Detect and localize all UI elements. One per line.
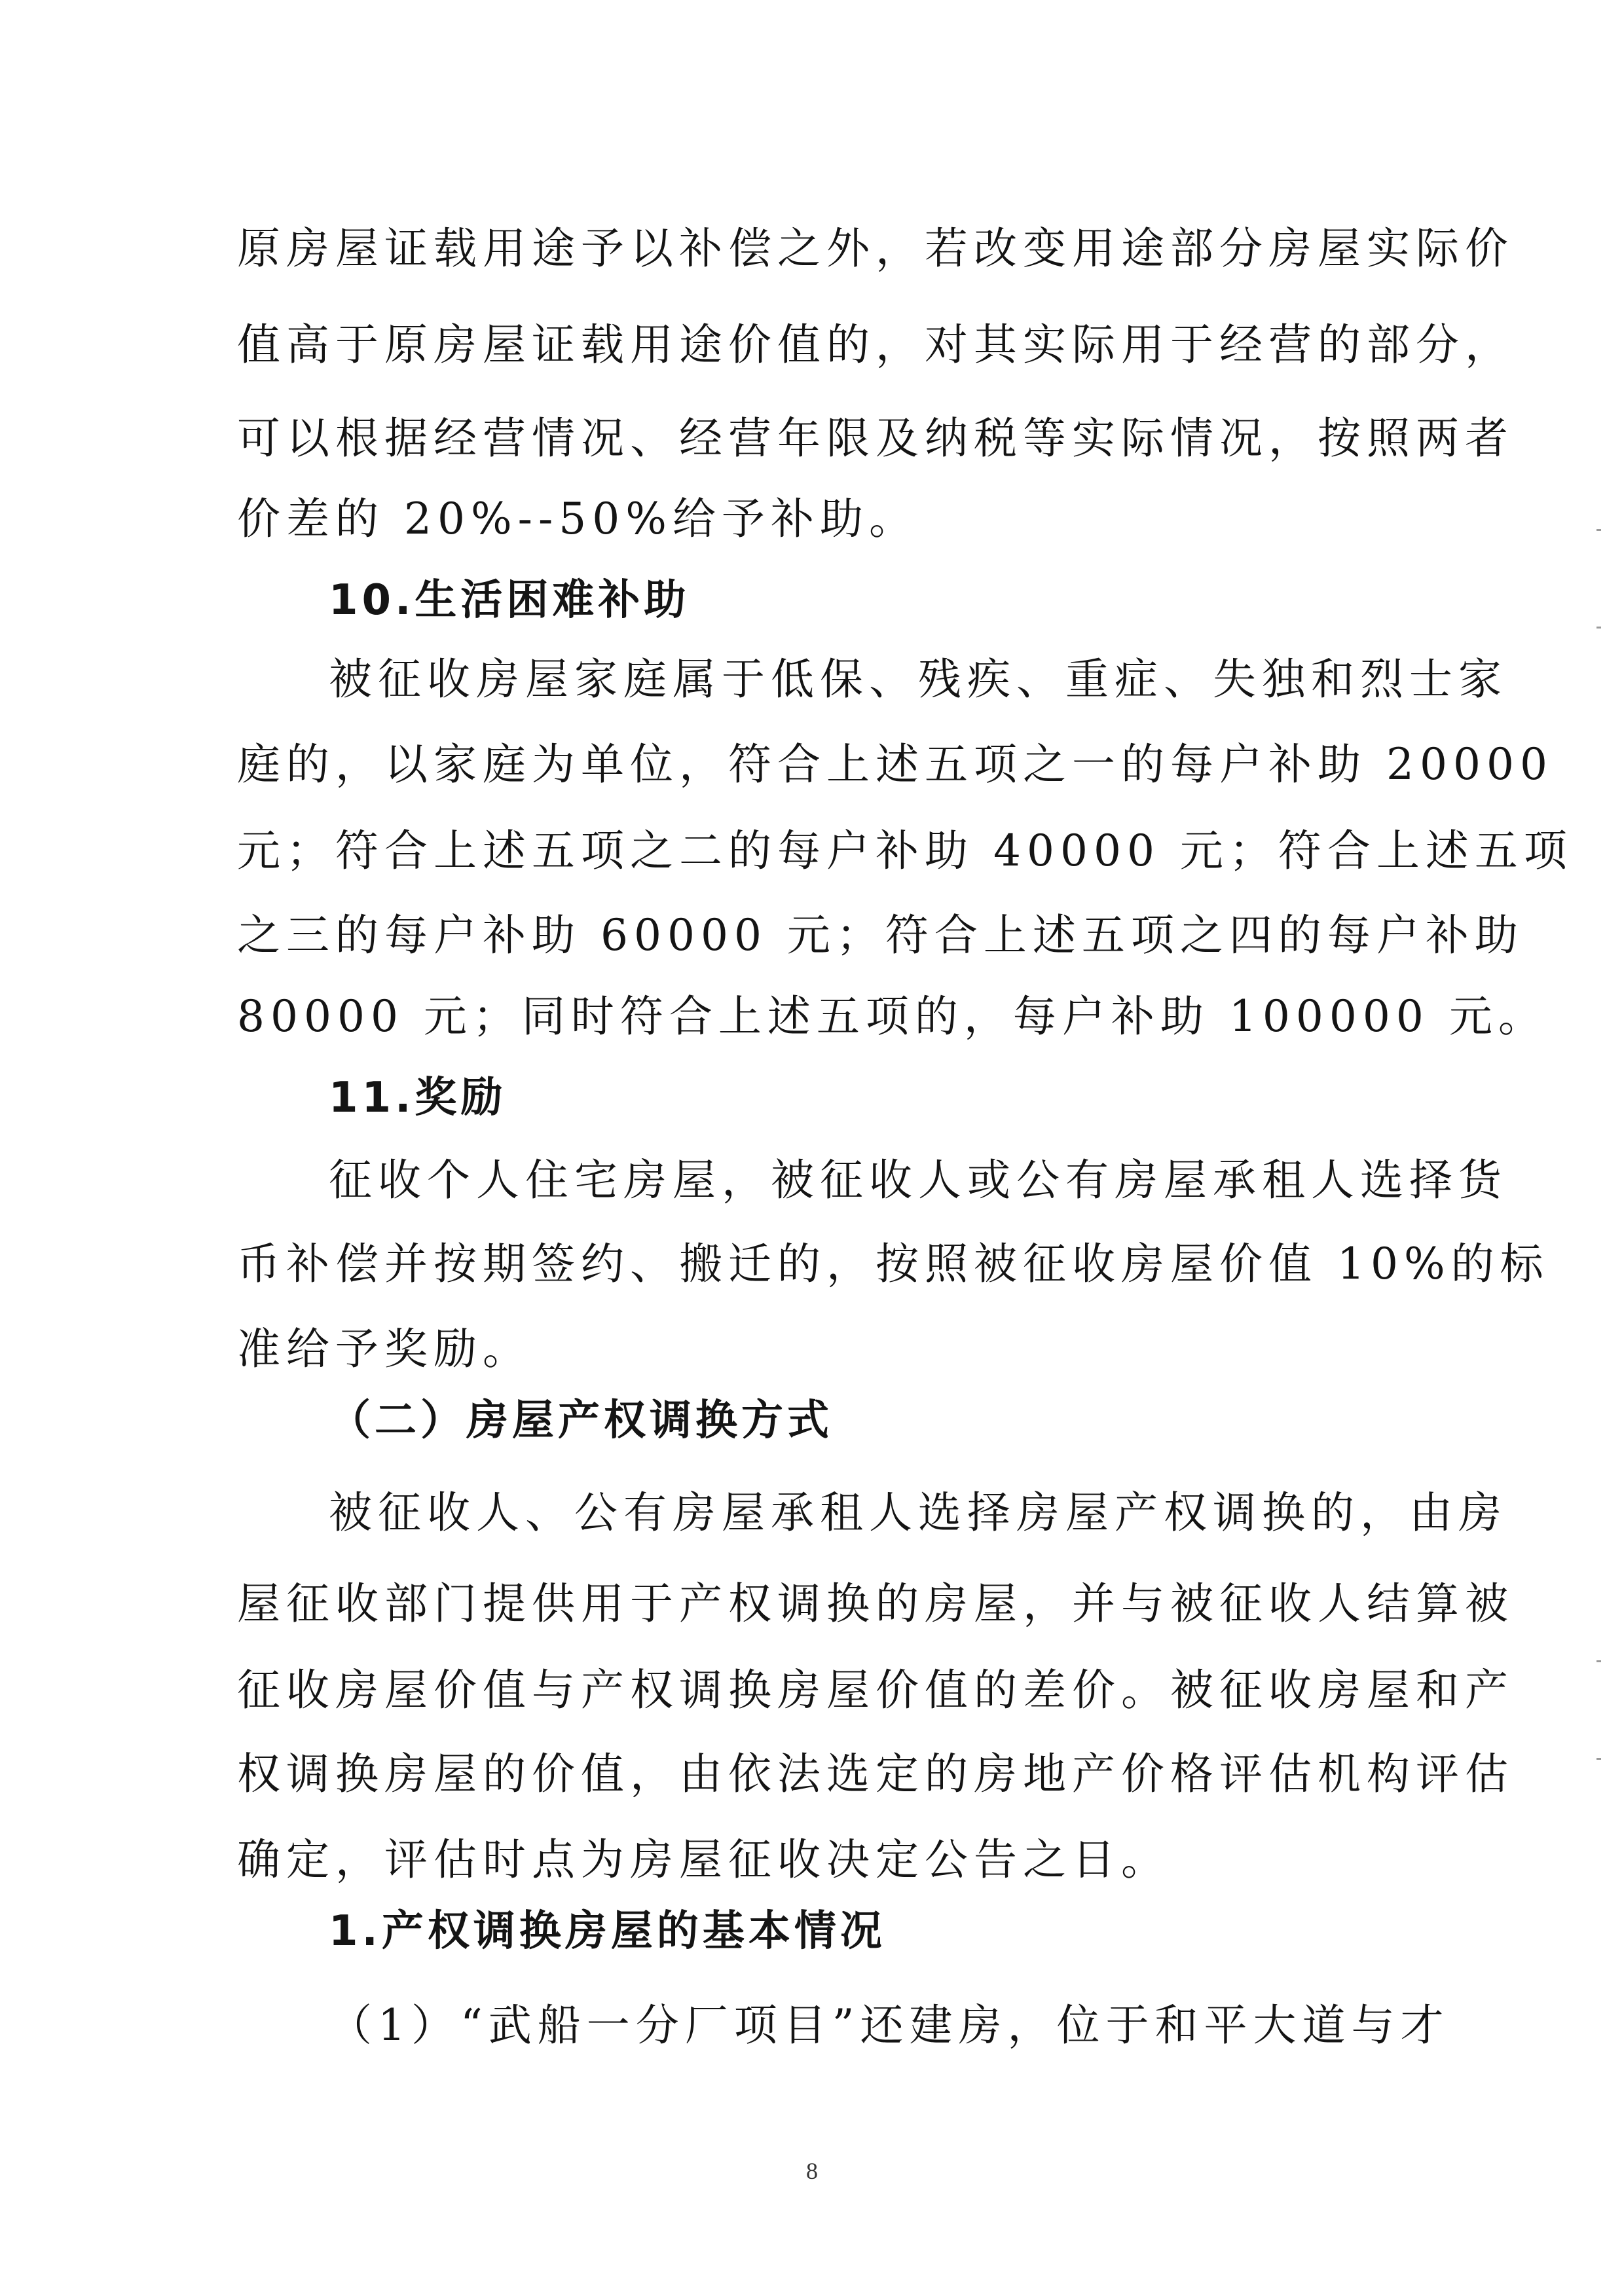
scan-artifact <box>1596 529 1601 531</box>
paragraph-line: 确定，评估时点为房屋征收决定公告之日。 <box>237 1834 1170 1885</box>
paragraph-line: 庭的，以家庭为单位，符合上述五项之一的每户补助 20000 <box>237 739 1553 790</box>
paragraph-line: 征收房屋价值与产权调换房屋价值的差价。被征收房屋和产 <box>237 1665 1514 1715</box>
scan-artifact <box>1596 1660 1601 1662</box>
paragraph-line: 币补偿并按期签约、搬迁的，按照被征收房屋价值 10%的标 <box>237 1239 1549 1289</box>
paragraph-line: 准给予奖励。 <box>237 1324 532 1374</box>
paragraph-line: 征收个人住宅房屋，被征收人或公有房屋承租人选择货 <box>329 1155 1507 1205</box>
section-heading-1: 1.产权调换房屋的基本情况 <box>329 1907 886 1956</box>
paragraph-line: 被征收人、公有房屋承租人选择房屋产权调换的，由房 <box>329 1487 1507 1538</box>
paragraph-line: 元；符合上述五项之二的每户补助 40000 元；符合上述五项 <box>237 826 1573 876</box>
section-heading-10: 10.生活困难补助 <box>329 576 690 625</box>
paragraph-line: 权调换房屋的价值，由依法选定的房地产价格评估机构评估 <box>237 1749 1514 1799</box>
paragraph-line: 80000 元；同时符合上述五项的，每户补助 100000 元。 <box>237 991 1547 1042</box>
paragraph-line: 原房屋证载用途予以补偿之外，若改变用途部分房屋实际价 <box>237 223 1514 274</box>
section-heading-property-exchange: （二）房屋产权调换方式 <box>329 1396 833 1445</box>
scan-artifact <box>1596 627 1601 629</box>
paragraph-line: 值高于原房屋证载用途价值的，对其实际用于经营的部分， <box>237 319 1514 370</box>
scan-artifact <box>1596 1758 1601 1760</box>
paragraph-line: 之三的每户补助 60000 元；符合上述五项之四的每户补助 <box>237 910 1524 960</box>
paragraph-line: 价差的 20%--50%给予补助。 <box>237 494 918 544</box>
paragraph-line: 可以根据经营情况、经营年限及纳税等实际情况，按照两者 <box>237 413 1514 464</box>
section-heading-11: 11.奖励 <box>329 1074 507 1122</box>
paragraph-line: 被征收房屋家庭属于低保、残疾、重症、失独和烈士家 <box>329 654 1507 704</box>
paragraph-line: （1）“武船一分厂项目”还建房，位于和平大道与才 <box>329 2000 1450 2050</box>
paragraph-line: 屋征收部门提供用于产权调换的房屋，并与被征收人结算被 <box>237 1578 1514 1629</box>
page-number: 8 <box>806 2158 818 2184</box>
